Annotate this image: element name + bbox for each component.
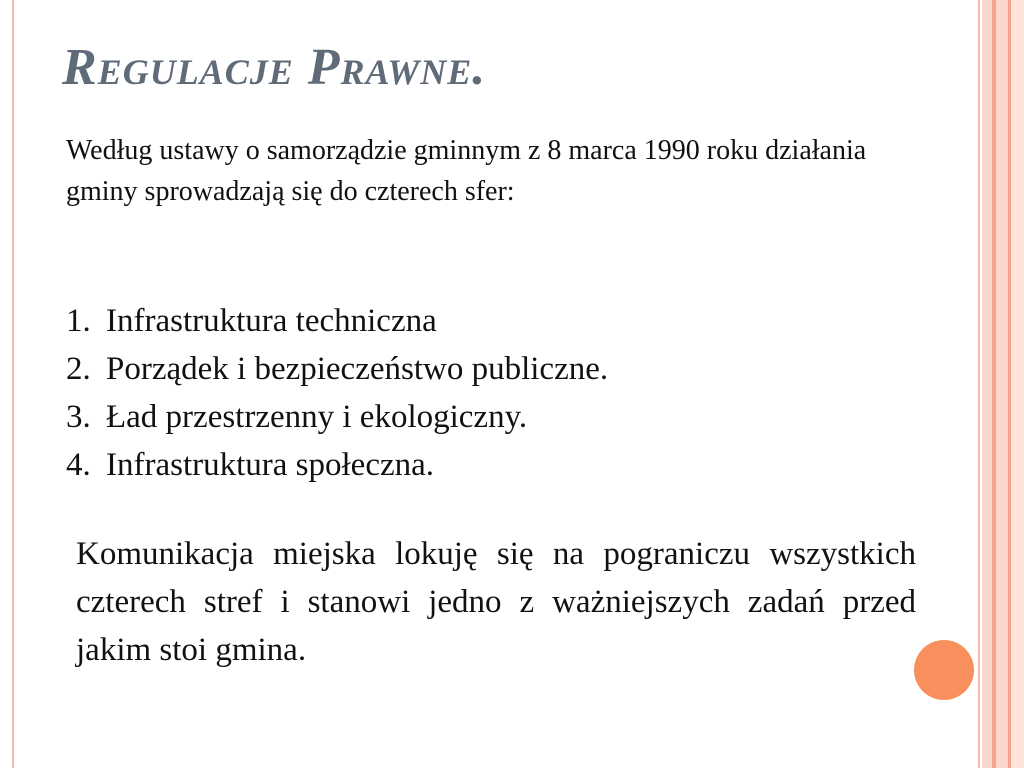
list-item-text: Infrastruktura społeczna. — [106, 447, 435, 483]
list-item-text: Infrastruktura techniczna — [106, 303, 437, 339]
list-item-text: Ład przestrzenny i ekologiczny. — [106, 399, 528, 435]
list-item-text: Porządek i bezpieczeństwo publiczne. — [106, 351, 609, 387]
stripe — [978, 0, 980, 768]
list-item — [66, 345, 608, 393]
spheres-list — [66, 297, 608, 489]
list-item-number: 3. — [66, 399, 91, 435]
list-item — [66, 441, 608, 489]
right-decorative-stripes — [978, 0, 1024, 768]
left-border-line — [12, 0, 14, 768]
list-item-number: 1. — [66, 303, 91, 339]
stripe — [1011, 0, 1024, 768]
stripe — [996, 0, 1008, 768]
list-item — [66, 393, 608, 441]
list-item-number: 4. — [66, 447, 91, 483]
decorative-circle — [914, 640, 974, 700]
intro-paragraph: Według ustawy o samorządzie gminnym z 8 marca 1990 roku działania gminy sprowadzają się do czterech sfer: — [66, 135, 867, 207]
closing-paragraph: Komunikacja miejska lokuję się na pograniczu wszystkich czterech stref i stanowi jedno z ważniejszych zadań przed jakim stoi gmina. — [76, 536, 916, 668]
slide-title: Regulacje Prawne. — [62, 39, 487, 96]
list-item — [66, 297, 608, 345]
stripe — [982, 0, 992, 768]
list-item-number: 2. — [66, 351, 91, 387]
